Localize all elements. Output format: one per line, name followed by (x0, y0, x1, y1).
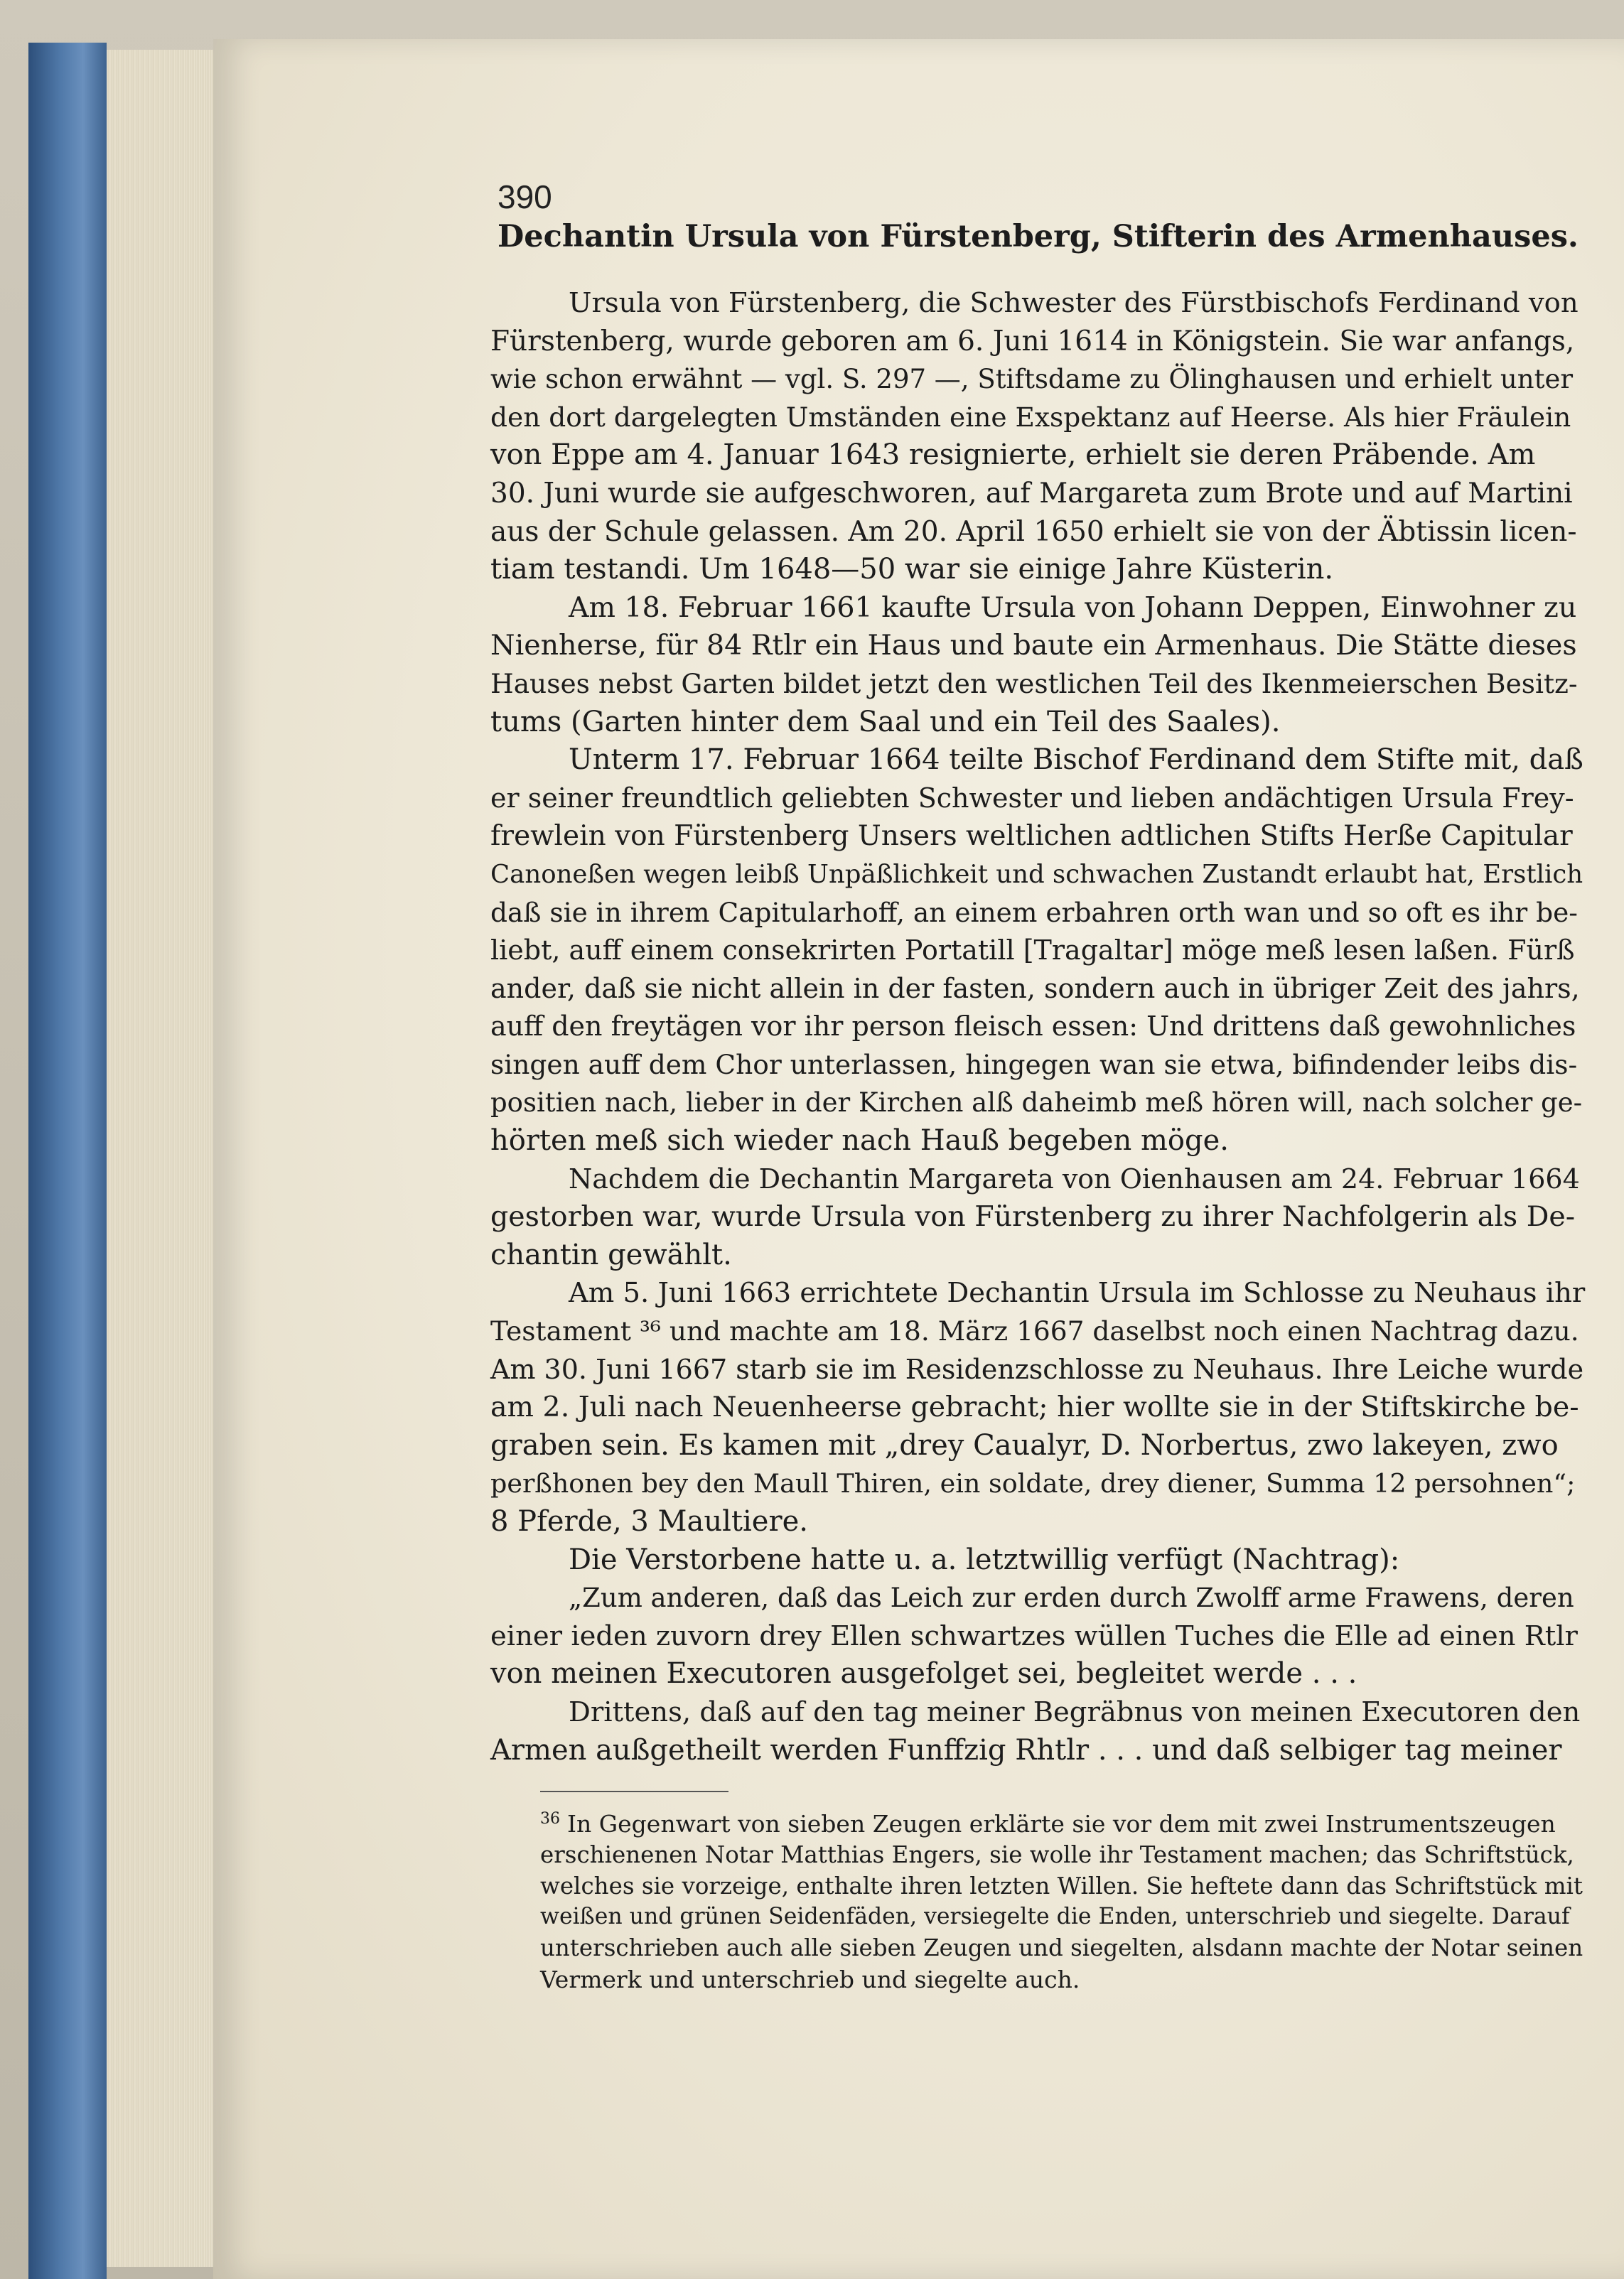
text-line: Fürstenberg, wurde geboren am 6. Juni 1614 in Königstein. Sie war anfangs, (490, 325, 1575, 357)
text-line: graben sein. Es kamen mit „drey Caualyr, D. Norbertus, zwo lakeyen, zwo (490, 1428, 1559, 1462)
text-line: „Zum anderen, daß das Leich zur erden durch Zwolff arme Frawens, deren (569, 1583, 1574, 1614)
text-line: Testament ³⁶ und machte am 18. März 1667 daselbst noch einen Nachtrag dazu. (490, 1315, 1579, 1347)
text-line: singen auff dem Chor unterlassen, hingegen wan sie etwa, bifindender leibs dis- (490, 1048, 1578, 1080)
text-line: hörten meß sich wieder nach Hauß begeben möge. (490, 1124, 1229, 1158)
text-line: Am 18. Februar 1661 kaufte Ursula von Johann Deppen, Einwohner zu (569, 591, 1577, 624)
text-line: Canoneßen wegen leibß Unpäßlichkeit und schwachen Zustandt erlaubt hat, Erstlich (490, 859, 1583, 889)
footnote-divider (540, 1791, 728, 1792)
paragraph-5 (490, 1274, 1585, 1541)
text-line: chantin gewählt. (490, 1238, 732, 1271)
footnote (540, 1804, 1585, 1995)
paragraph-4 (490, 1160, 1585, 1275)
text-line: Am 5. Juni 1663 errichtete Dechantin Ursula im Schlosse zu Neuhaus ihr (569, 1277, 1586, 1310)
footnote-text: In Gegenwart von sieben Zeugen erklärte sie vor dem mit zwei Instrumentszeugen (567, 1810, 1556, 1838)
book-cover-edge (28, 43, 107, 2279)
text-line: positien nach, lieber in der Kirchen alß daheimb meß hören will, nach solcher ge- (490, 1087, 1583, 1119)
text-line: Die Verstorbene hatte u. a. letztwillig verfügt (Nachtrag): (569, 1543, 1400, 1576)
text-line: Ursula von Fürstenberg, die Schwester des Fürstbischofs Ferdinand von (569, 287, 1579, 319)
footnote-line: weißen und grünen Seidenfäden, versiegelte die Enden, unterschrieb und siegelte. Darauf (540, 1904, 1570, 1930)
footnote-line: Vermerk und unterschrieb und siegelte auch. (540, 1965, 1080, 1993)
text-line: gestorben war, wurde Ursula von Fürstenberg zu ihrer Nachfolgerin als De- (490, 1200, 1576, 1234)
quotation-2 (490, 1693, 1585, 1769)
text-line: von meinen Executoren ausgefolget sei, begleitet werde . . . (490, 1657, 1357, 1691)
text-line: ander, daß sie nicht allein in der fasten, sondern auch in übriger Zeit des jahrs, (490, 972, 1580, 1004)
text-line: 8 Pferde, 3 Maultiere. (490, 1505, 808, 1538)
text-line: den dort dargelegten Umständen eine Exspektanz auf Heerse. Als hier Fräulein (490, 401, 1571, 433)
chapter-heading: Dechantin Ursula von Fürstenberg, Stifterin des Armenhauses. (498, 219, 1579, 254)
footnote-line: welches sie vorzeige, enthalte ihren letzten Willen. Sie heftete dann das Schriftstück mit (540, 1872, 1583, 1900)
text-line: wie schon erwähnt — vgl. S. 297 —, Stiftsdame zu Ölinghausen und erhielt unter (490, 364, 1574, 395)
text-line: auff den freytägen vor ihr person fleisch essen: Und drittens daß gewohnliches (490, 1011, 1576, 1042)
text-line: am 2. Juli nach Neuenheerse gebracht; hier wollte sie in der Stiftskirche be- (490, 1391, 1579, 1424)
text-line: daß sie in ihrem Capitularhoff, an einem erbahren orth wan und so oft es ihr be- (490, 896, 1578, 928)
text-line: aus der Schule gelassen. Am 20. April 1650 erhielt sie von der Äbtissin licen- (490, 515, 1577, 548)
paragraph-6 (490, 1541, 1585, 1580)
text-line: frewlein von Fürstenberg Unsers weltlichen adtlichen Stifts Herße Capitular (490, 820, 1573, 853)
paragraph-2 (490, 589, 1585, 741)
body-text (490, 284, 1585, 1769)
footnote-line: unterschrieben auch alle sieben Zeugen und siegelten, alsdann machte der Notar seinen (540, 1934, 1583, 1962)
text-line: 30. Juni wurde sie aufgeschworen, auf Margareta zum Brote und auf Martini (490, 477, 1573, 510)
text-line: von Eppe am 4. Januar 1643 resignierte, erhielt sie deren Präbende. Am (490, 438, 1536, 472)
footnote-line: erschienenen Notar Matthias Engers, sie wolle ihr Testament machen; das Schriftstück, (540, 1841, 1574, 1868)
text-line: Am 30. Juni 1667 starb sie im Residenzschlosse zu Neuhaus. Ihre Leiche wurde (490, 1353, 1584, 1385)
text-line: Drittens, daß auf den tag meiner Begräbnus von meinen Executoren den (569, 1696, 1581, 1728)
quotation-1 (490, 1579, 1585, 1693)
text-line: liebt, auff einem consekrirten Portatill [Tragaltar] möge meß lesen laßen. Fürß (490, 934, 1575, 966)
text-line: Armen außgetheilt werden Funffzig Rhtlr . . . und daß selbiger tag meiner (490, 1733, 1562, 1767)
paragraph-1 (490, 284, 1585, 589)
text-line: Unterm 17. Februar 1664 teilte Bischof Ferdinand dem Stifte mit, daß (569, 743, 1583, 777)
text-line: Nienherse, für 84 Rtlr ein Haus und baute ein Armenhaus. Die Stätte dieses (490, 629, 1577, 662)
paragraph-3 (490, 741, 1585, 1160)
text-line: einer ieden zuvorn drey Ellen schwartzes wüllen Tuches die Elle ad einen Rtlr (490, 1620, 1578, 1652)
footnote-line (540, 1804, 1585, 1840)
text-line: Nachdem die Dechantin Margareta von Oienhausen am 24. Februar 1664 (569, 1163, 1580, 1195)
page-number: 390 (498, 178, 552, 215)
footnote-mark: 36 (540, 1810, 560, 1828)
text-line: tiam testandi. Um 1648—50 war sie einige Jahre Küsterin. (490, 553, 1334, 586)
text-line: er seiner freundtlich geliebten Schwester und lieben andächtigen Ursula Frey- (490, 782, 1574, 814)
text-line: Hauses nebst Garten bildet jetzt den westlichen Teil des Ikenmeierschen Besitz- (490, 667, 1578, 699)
text-line: tums (Garten hinter dem Saal und ein Teil des Saales). (490, 705, 1281, 738)
text-line: perßhonen bey den Maull Thiren, ein soldate, drey diener, Summa 12 persohnen“; (490, 1468, 1576, 1499)
